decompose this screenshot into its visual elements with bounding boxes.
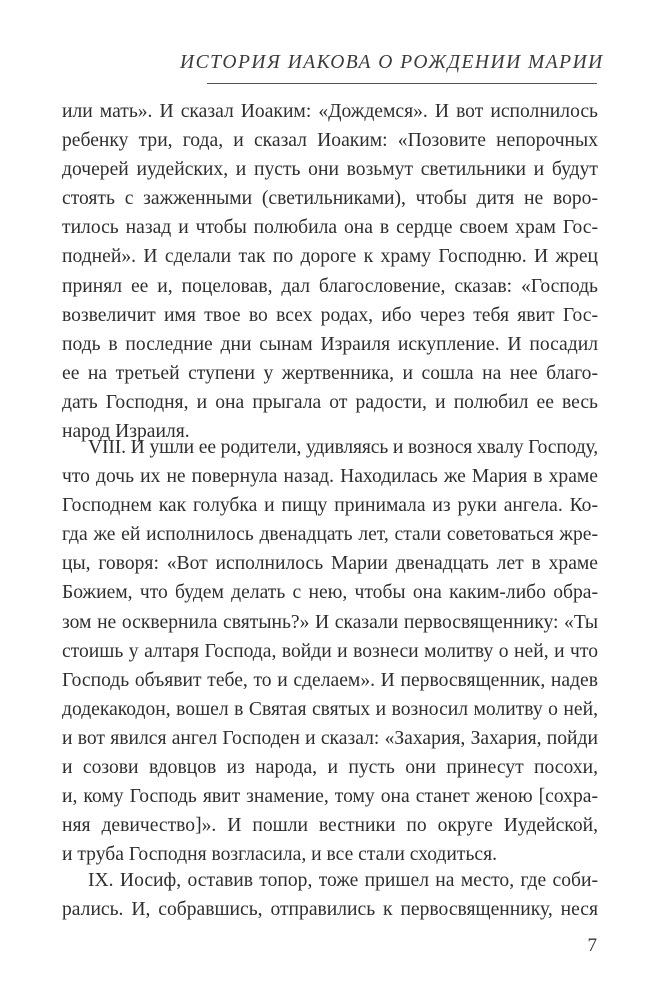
- text-line: рались. И, собравшись, отправились к первосвященнику, неся: [62, 899, 598, 921]
- text-line: цы, говоря: «Вот исполнилось Марии двенадцать лет в храме: [62, 553, 598, 575]
- text-line: принял ее и, поцеловав, дал благословение, сказав: «Господь: [62, 275, 598, 297]
- text-line: тилось назад и чтобы полюбила она в сердце своем храм Гос-: [62, 217, 598, 239]
- text-line: ее на третьей ступени у жертвенника, и сошла на нее благо-: [62, 362, 598, 384]
- page-number: 7: [587, 935, 597, 956]
- text-line: зом не осквернила святынь?» И сказали первосвященнику: «Ты: [62, 611, 598, 633]
- text-line: и, кому Господь явит знамение, тому она станет женою [сохра-: [62, 786, 598, 808]
- paragraph: [62, 97, 598, 446]
- text-line: гда же ей исполнилось двенадцать лет, стали советоваться жре-: [62, 524, 598, 546]
- paragraph: [62, 866, 598, 924]
- text-line: Божием, что будем делать с нею, чтобы она каким-либо обра-: [62, 582, 598, 604]
- text-line: или мать». И сказал Иоаким: «Дождемся». И вот исполнилось: [62, 101, 598, 122]
- text-line: возвеличит имя твое во всех родах, ибо через тебя явит Гос-: [62, 304, 598, 326]
- text-line: Господнем как голубка и пищу принимала из руки ангела. Ко-: [62, 495, 598, 517]
- text-line: няя девичество]». И пошли вестники по округе Иудейской,: [62, 815, 598, 837]
- text-line: народ Израиля.: [62, 421, 190, 443]
- text-line: стоишь у алтаря Господа, войди и вознеси молитву о ней, и что: [62, 640, 598, 662]
- text-line: дать Господня, и она прыгала от радости, и полюбил ее весь: [62, 391, 598, 413]
- text-line: дочерей иудейских, и пусть они возьмут светильники и будут: [62, 159, 598, 181]
- text-line: что дочь их не повернула назад. Находилась же Мария в храме: [62, 466, 598, 488]
- text-line: ребенку три, года, и сказал Иоаким: «Позовите непорочных: [62, 130, 598, 152]
- text-line: и труба Господня возгласила, и все стали сходиться.: [62, 844, 497, 866]
- text-line: подней». И сделали так по дороге к храму Господню. И жрец: [62, 246, 598, 268]
- header-rule: [207, 83, 597, 84]
- text-line: VIII. И ушли ее родители, удивляясь и вознося хвалу Господу,: [88, 437, 598, 458]
- text-line: подь в последние дни сынам Израиля искупление. И посадил: [62, 333, 598, 355]
- running-head: ИСТОРИЯ ИАКОВА О РОЖДЕНИИ МАРИИ: [180, 52, 604, 73]
- text-line: и созови вдовцов из народа, и пусть они принесут посохи,: [62, 757, 598, 779]
- text-line: стоять с зажженными (светильниками), чтобы дитя не воро-: [62, 188, 598, 210]
- text-line: Господь объявит тебе, то и сделаем». И первосвященник, надев: [62, 669, 598, 691]
- text-line: и вот явился ангел Господен и сказал: «Захария, Захария, пойди: [62, 727, 598, 749]
- text-line: IX. Иосиф, оставив топор, тоже пришел на место, где соби-: [88, 870, 598, 891]
- text-line: додекакодон, вошел в Святая святых и возносил молитву о ней,: [62, 698, 598, 720]
- paragraph: [62, 433, 598, 869]
